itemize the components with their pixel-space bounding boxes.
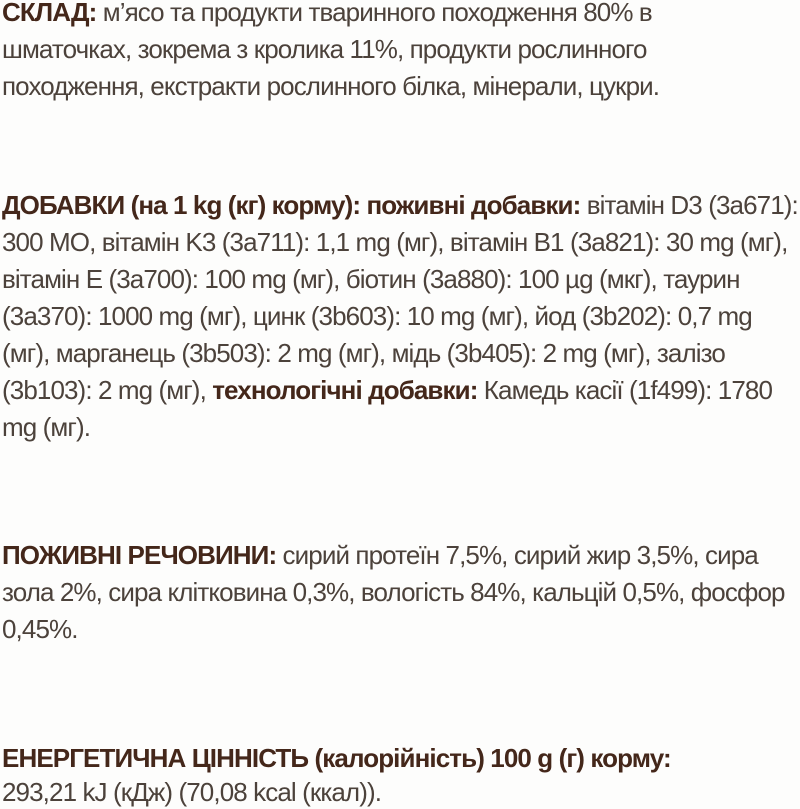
composition-text: м’ясо та продукти тваринного походження 80% в шматочках, зокрема з кролика 11%, продукти рослинного походження, екстракти рослинного білка, мінерали, цукри. bbox=[2, 0, 660, 101]
energy-heading: ЕНЕРГЕТИЧНА ЦІННІСТЬ (калорійність) 100 g (г) корму: bbox=[2, 743, 671, 773]
additives-heading: ДОБАВКИ (на 1 kg (кг) корму): bbox=[2, 190, 361, 220]
composition-section bbox=[2, 0, 710, 105]
nutrients-heading: ПОЖИВНІ РЕЧОВИНИ: bbox=[2, 540, 277, 570]
composition-heading: СКЛАД: bbox=[2, 0, 97, 27]
nutrients-text: сирий протеїн 7,5%, сирий жир 3,5%, сира зола 2%, сира клітковина 0,3%, вологість 84%, кальцій 0,5%, фосфор 0,45%. bbox=[2, 540, 785, 644]
energy-value: 293,21 kJ (кДж) (70,08 kcal (ккал)). bbox=[2, 777, 382, 807]
additives-technological-subheading: технологічні добавки: bbox=[212, 375, 478, 405]
additives-technological-text: Камедь касії (1f499): 1780 mg (мг). bbox=[2, 375, 773, 442]
additives-nutritional-subheading: поживні добавки: bbox=[366, 190, 581, 220]
additives-nutritional-text: вітамін D3 (3a671): 300 МО, вітамін K3 (3a711): 1,1 mg (мг), вітамін B1 (3a821): 30 mg (мг), вітамін E (3a700): 100 mg (мг), біотин (3a880): 100 µg (мкг), таурин (3a370): 1000 mg (мг), цинк (3b603): 10 mg (мг), йод (3b202): 0,7 mg (мг), марганець (3b503): 2 mg (мг), мідь (3b405): 2 mg (мг), залізо (3b103): 2 mg (мг), bbox=[2, 190, 798, 405]
nutrients-section bbox=[2, 537, 792, 648]
additives-section bbox=[2, 187, 799, 446]
energy-section bbox=[2, 741, 799, 809]
